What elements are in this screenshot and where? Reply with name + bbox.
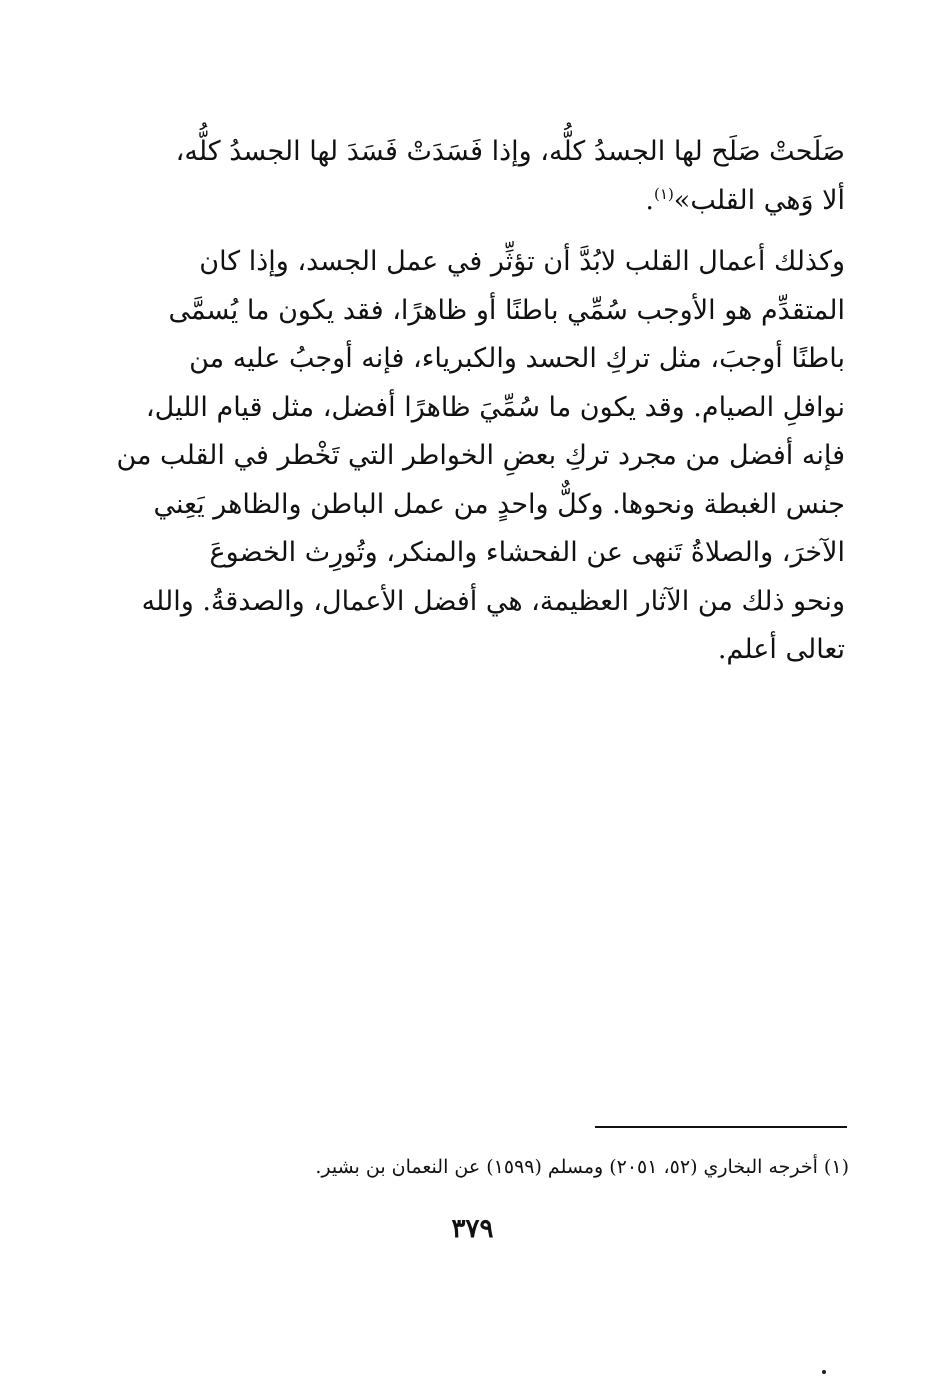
footnote-divider (595, 1126, 847, 1128)
page-number: ٣٧٩ (451, 1214, 494, 1244)
footnote: (١) أخرجه البخاري (٥٢، ٢٠٥١) ومسلم (١٥٩٩) عن النعمان بن بشير. (315, 1156, 849, 1178)
paragraph-2-line-4: نوافلِ الصيام. وقد يكون ما سُمِّيَ ظاهرًا أفضل، مثل قيام الليل، (145, 391, 845, 423)
paragraph-2-line-5: فإنه أفضل من مجرد تركِ بعضِ الخواطر التي تَخْطر في القلب من (116, 440, 845, 471)
paragraph-1-line-1: صَلَحتْ صَلَح لها الجسدُ كلُّه، وإذا فَسَدَتْ فَسَدَ لها الجسدُ كلُّه، (175, 136, 845, 167)
paragraph-1 (110, 128, 845, 225)
paragraph-2 (110, 238, 845, 675)
paragraph-2-line-3: باطنًا أوجبَ، مثل تركِ الحسد والكبرياء، فإنه أوجبُ عليه من (189, 343, 845, 374)
paragraph-2-line-1: وكذلك أعمال القلب لابُدَّ أن تؤثِّر في عمل الجسد، وإذا كان (199, 246, 845, 277)
scan-speck (822, 1370, 826, 1374)
paragraph-1-line-2 (110, 177, 845, 226)
paragraph-2-line-6: جنس الغبطة ونحوها. وكلٌّ واحدٍ من عمل الباطن والظاهر يَعِني (153, 488, 845, 520)
paragraph-2-line-9: تعالى أعلم. (717, 634, 845, 665)
paragraph-2-line-2: المتقدِّم هو الأوجب سُمِّي باطنًا أو ظاهرًا، فقد يكون ما يُسمَّى (168, 294, 845, 326)
footnote-reference: (١) (654, 184, 674, 203)
paragraph-2-line-7: الآخرَ، والصلاةُ تَنهى عن الفحشاء والمنكر، وتُورِث الخضوعَ (209, 537, 845, 568)
paragraph-1-tail: . (645, 184, 655, 216)
paragraph-2-line-8: ونحو ذلك من الآثار العظيمة، هي أفضل الأعمال، والصدقةُ. والله (141, 585, 845, 617)
paragraph-1-line-2-text: ألا وَهي القلب» (673, 184, 845, 216)
